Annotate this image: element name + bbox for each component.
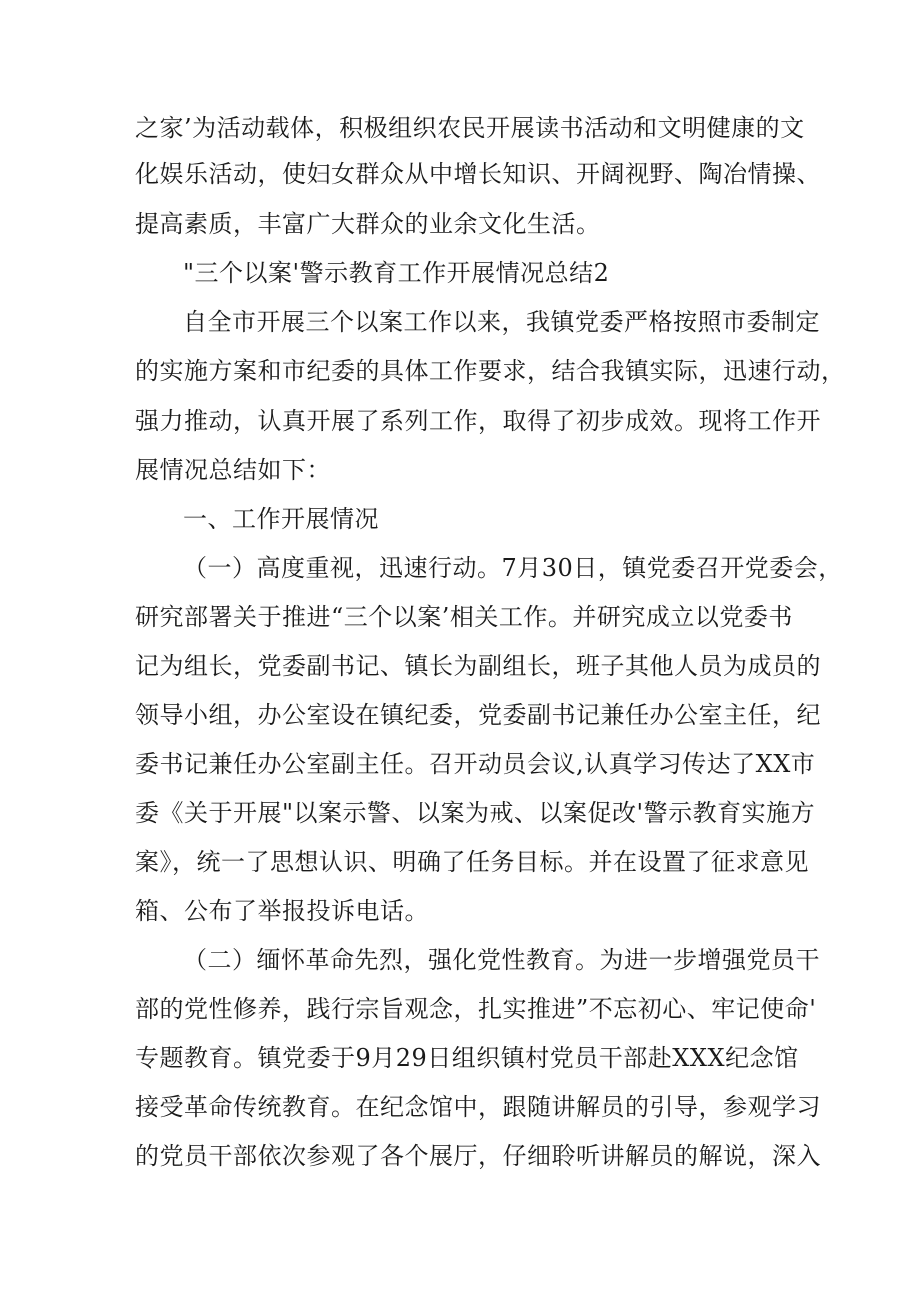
paragraph-3-line-1: （一）高度重视，迅速行动。7月30日，镇党委召开党委会， xyxy=(183,554,843,582)
paragraph-2-line-2: 的实施方案和市纪委的具体工作要求，结合我镇实际，迅速行动， xyxy=(135,357,846,385)
paragraph-3-line-4: 领导小组，办公室设在镇纪委，党委副书记兼任办公室主任，纪 xyxy=(135,701,821,729)
paragraph-4-line-5: 的党员干部依次参观了各个展厅，仔细聆听讲解员的解说，深入 xyxy=(135,1142,821,1170)
paragraph-3-line-5: 委书记兼任办公室副主任。召开动员会议,认真学习传达了XX市 xyxy=(135,750,816,778)
paragraph-3-line-7: 案》，统一了思想认识、明确了任务目标。并在设置了征求意见 xyxy=(135,848,809,876)
paragraph-4-line-4: 接受革命传统教育。在纪念馆中，跟随讲解员的引导，参观学习 xyxy=(135,1093,821,1121)
paragraph-3-line-6: 委《关于开展"以案示警、以案为戒、以案促改'警示教育实施方 xyxy=(135,799,816,827)
paragraph-1-line-2: 化娱乐活动，使妇女群众从中增长知识、开阔视野、陶冶情操、 xyxy=(135,160,821,188)
section-title: "三个以案'警示教育工作开展情况总结2 xyxy=(183,259,610,287)
paragraph-3-line-2: 研究部署关于推进“三个以案’相关工作。并研究成立以党委书 xyxy=(135,603,793,631)
paragraph-3-line-8: 箱、公布了举报投诉电话。 xyxy=(135,897,429,925)
paragraph-1-line-3: 提高素质，丰富广大群众的业余文化生活。 xyxy=(135,210,601,238)
paragraph-1-line-1: 之家’为活动载体，积极组织农民开展读书活动和文明健康的文 xyxy=(135,114,805,142)
paragraph-2-line-4: 展情况总结如下： xyxy=(135,456,331,484)
paragraph-4-line-3: 专题教育。镇党委于9月29日组织镇村党员干部赴XXX纪念馆 xyxy=(135,1044,799,1072)
paragraph-2-line-1: 自全市开展三个以案工作以来，我镇党委严格按照市委制定 xyxy=(183,308,820,336)
paragraph-2-line-3: 强力推动，认真开展了系列工作，取得了初步成效。现将工作开 xyxy=(135,407,821,435)
paragraph-4-line-2: 部的党性修养，践行宗旨观念，扎实推进”不忘初心、牢记使命' xyxy=(135,995,817,1023)
paragraph-4-line-1: （二）缅怀革命先烈，强化党性教育。为进一步增强党员干 xyxy=(183,946,820,974)
paragraph-3-line-3: 记为组长，党委副书记、镇长为副组长，班子其他人员为成员的 xyxy=(135,652,821,680)
heading-work-status: 一、工作开展情况 xyxy=(183,505,379,533)
